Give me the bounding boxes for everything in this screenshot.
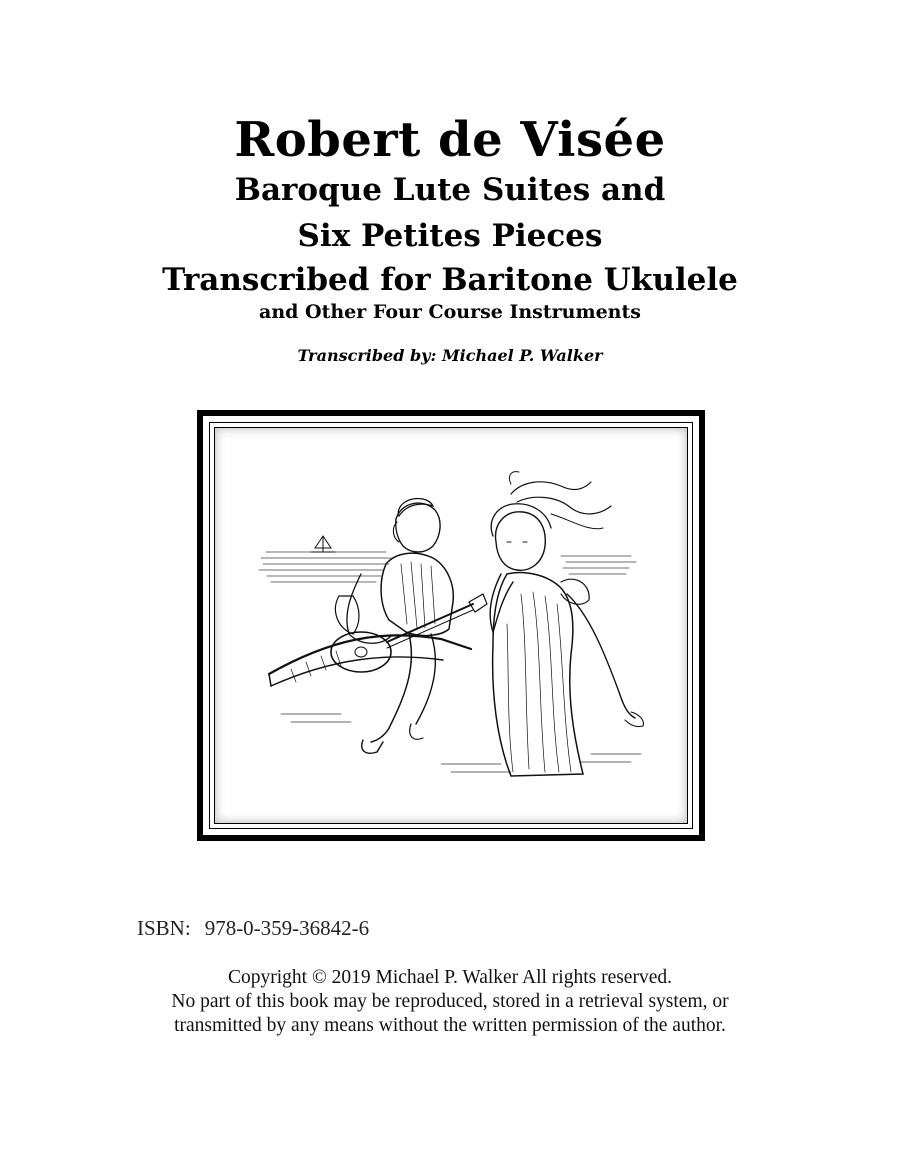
- copyright-notice: [0, 966, 900, 1038]
- subtitle-line-4: and Other Four Course Instruments: [259, 301, 641, 323]
- subtitle-line-3: Transcribed for Baritone Ukulele: [162, 262, 738, 298]
- lute-player-and-woman-engraving-icon: [211, 424, 691, 826]
- subtitle-line-1: Baroque Lute Suites and: [234, 172, 666, 208]
- isbn-label: ISBN:: [137, 916, 191, 940]
- isbn-line: [137, 915, 369, 941]
- copyright-line-1: Copyright © 2019 Michael P. Walker All rights reserved.: [228, 967, 672, 988]
- isbn-value: 978-0-359-36842-6: [204, 916, 370, 940]
- illustration-frame: [197, 410, 705, 841]
- transcriber-credit: Transcribed by: Michael P. Walker: [297, 346, 603, 365]
- copyright-line-3: transmitted by any means without the written permission of the author.: [174, 1015, 726, 1036]
- copyright-line-2: No part of this book may be reproduced, stored in a retrieval system, or: [171, 991, 729, 1012]
- subtitle-line-2: Six Petites Pieces: [297, 218, 603, 254]
- page-title: Robert de Visée: [234, 112, 666, 168]
